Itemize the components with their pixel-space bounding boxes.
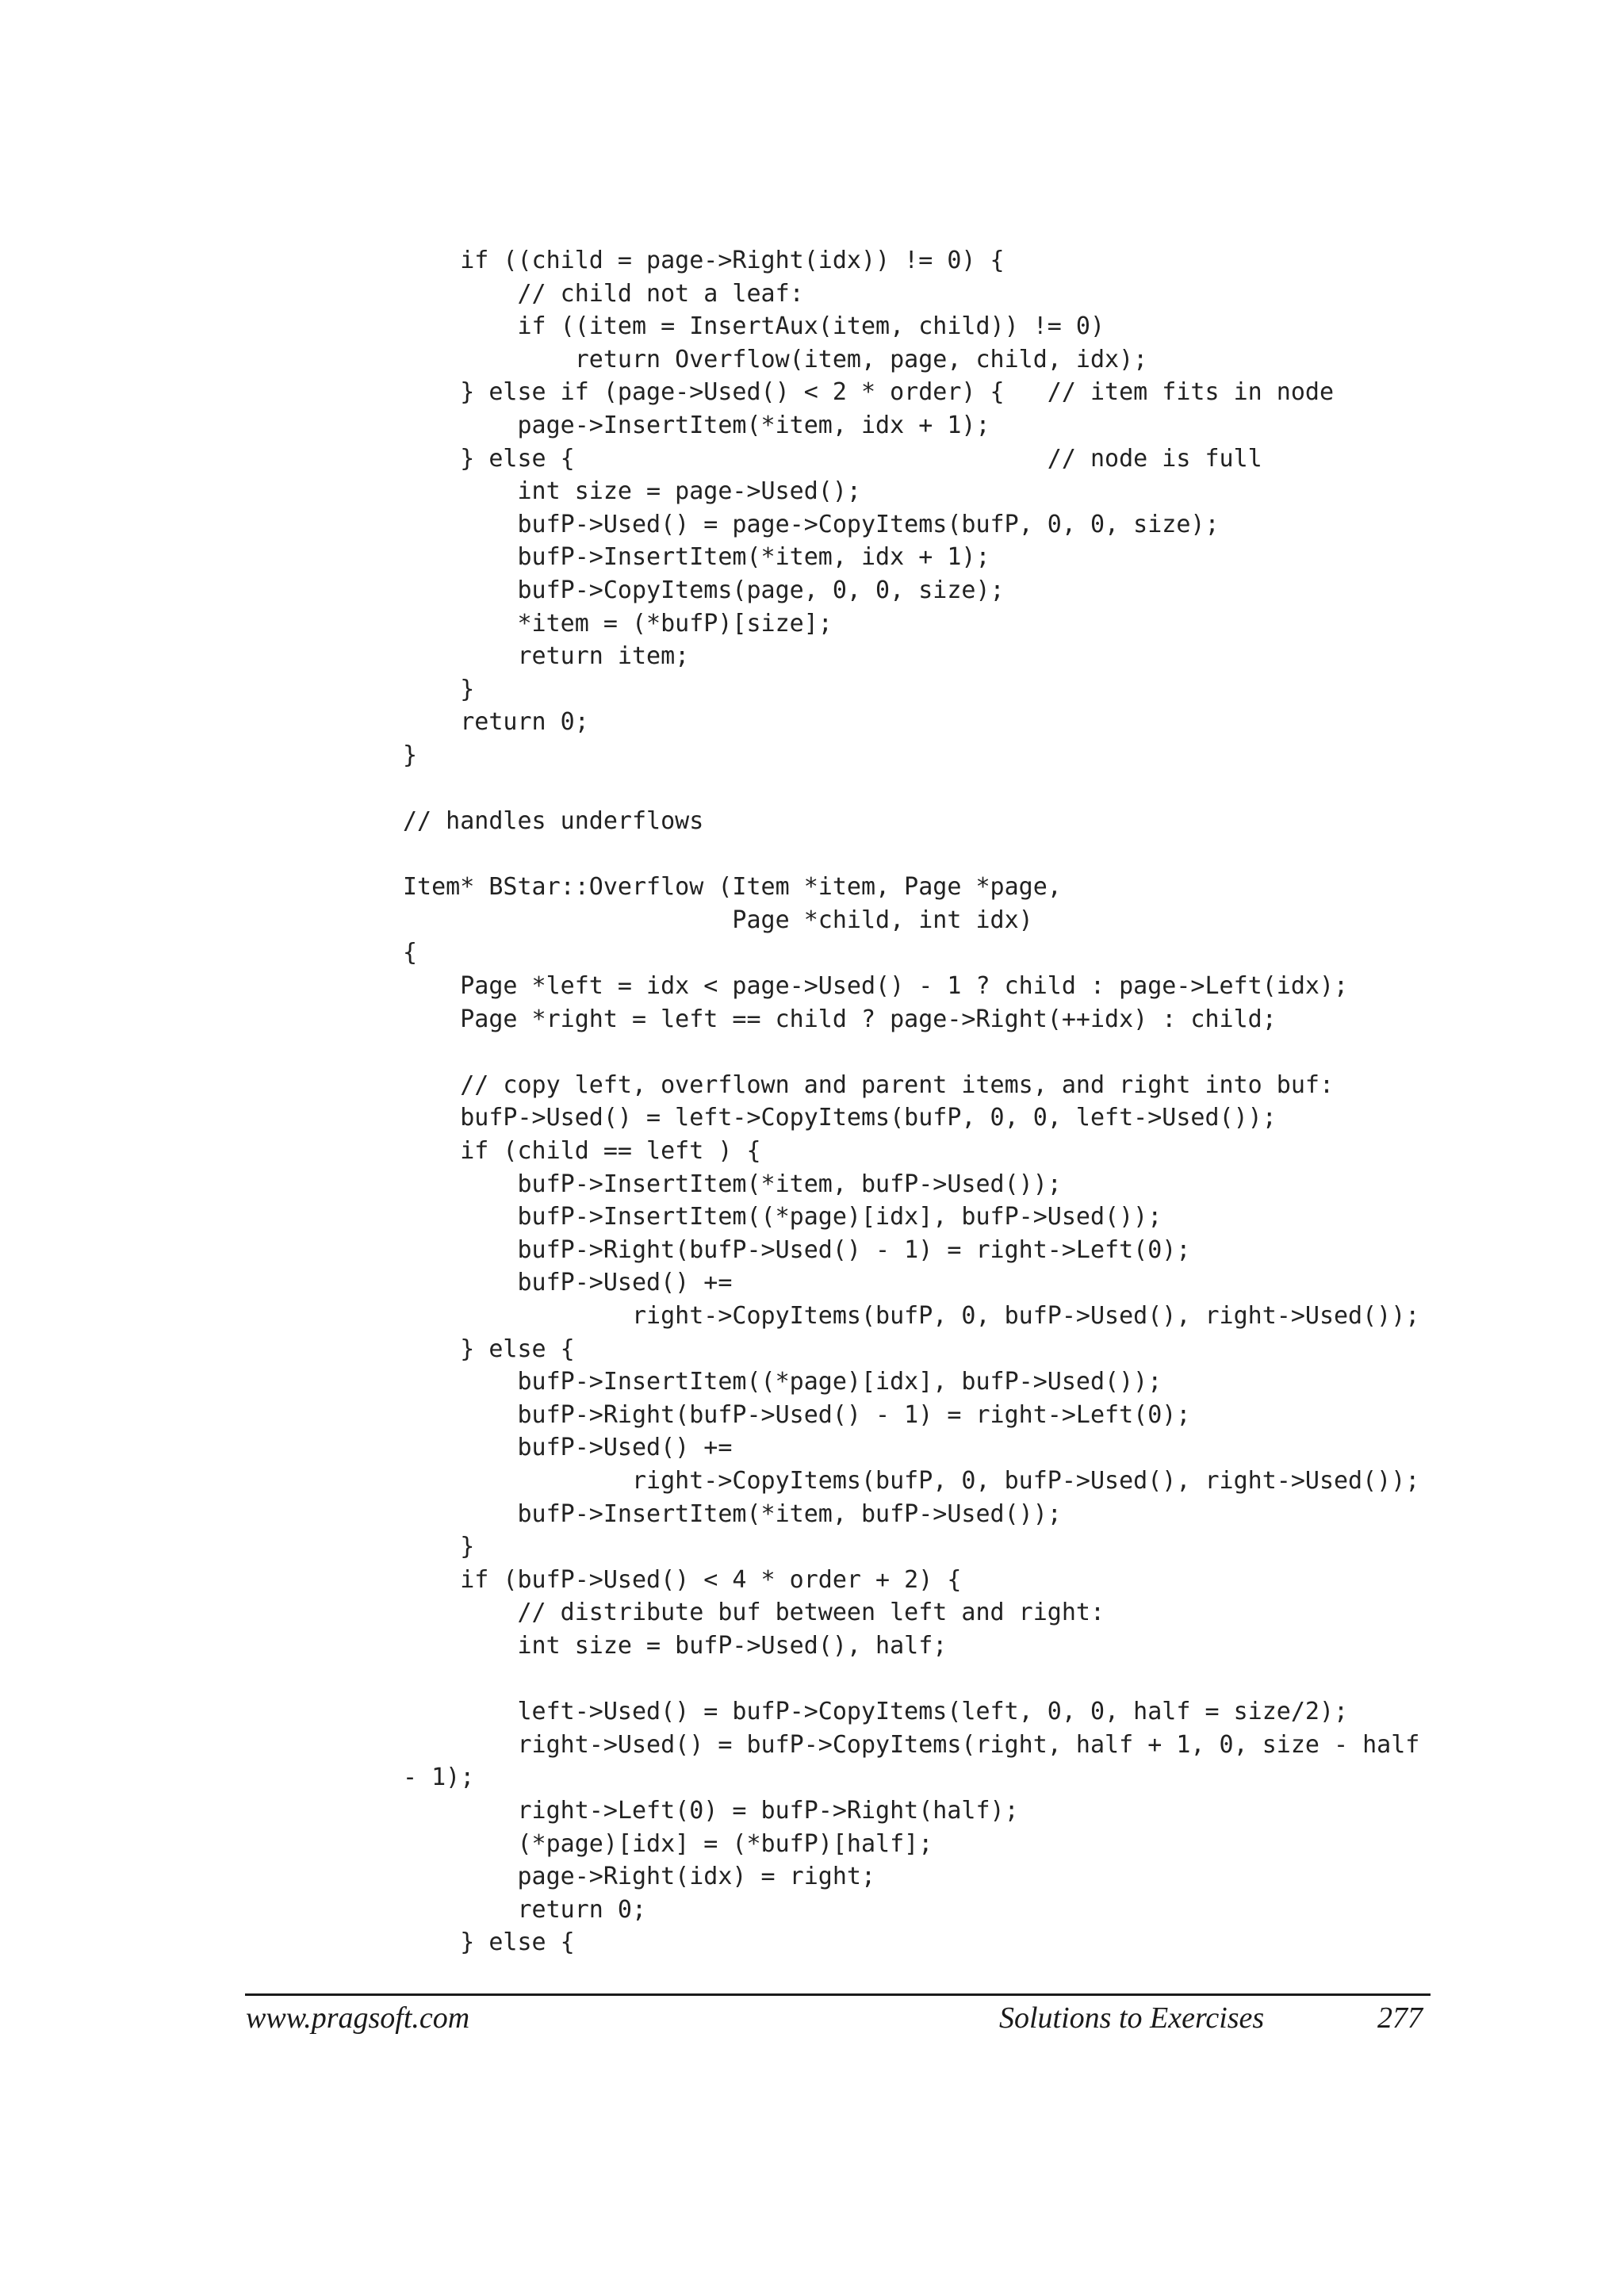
code-line: if ((item = InsertAux(item, child)) != 0): [403, 312, 1105, 341]
code-listing: [403, 244, 1419, 1959]
code-line: bufP->Right(bufP->Used() - 1) = right->Left(0);: [403, 1235, 1191, 1264]
code-line: // copy left, overflown and parent items, and right into buf:: [403, 1070, 1334, 1099]
code-line: }: [403, 1533, 475, 1561]
footer-url: www.pragsoft.com: [246, 2001, 470, 2035]
code-line: bufP->Used() +=: [403, 1269, 733, 1297]
code-line: bufP->InsertItem((*page)[idx], bufP->Used());: [403, 1368, 1162, 1396]
code-line: Item* BStar::Overflow (Item *item, Page *page,: [403, 873, 1062, 902]
code-line: Page *child, int idx): [403, 906, 1033, 934]
code-line: - 1);: [403, 1764, 475, 1792]
code-line: if (child == left ) {: [403, 1137, 761, 1166]
code-line: }: [403, 675, 475, 703]
code-line: bufP->InsertItem(*item, idx + 1);: [403, 543, 990, 572]
code-line: bufP->InsertItem((*page)[idx], bufP->Used());: [403, 1203, 1162, 1231]
code-line: int size = bufP->Used(), half;: [403, 1631, 948, 1660]
code-line: {: [403, 939, 418, 967]
code-line: // distribute buf between left and right:: [403, 1599, 1105, 1627]
code-line: page->Right(idx) = right;: [403, 1863, 876, 1891]
code-line: bufP->Used() = left->CopyItems(bufP, 0, 0, left->Used());: [403, 1104, 1277, 1132]
code-line: bufP->Used() +=: [403, 1434, 733, 1462]
code-line: right->Used() = bufP->CopyItems(right, half + 1, 0, size - half: [403, 1730, 1420, 1759]
code-line: return item;: [403, 642, 690, 671]
code-line: if (bufP->Used() < 4 * order + 2) {: [403, 1565, 962, 1594]
code-line: return Overflow(item, page, child, idx);: [403, 345, 1148, 373]
code-line: *item = (*bufP)[size];: [403, 609, 833, 638]
code-line: [403, 838, 1419, 871]
code-line: } else if (page->Used() < 2 * order) { // item fits in node: [403, 378, 1334, 407]
code-line: // child not a leaf:: [403, 279, 804, 308]
code-line: right->Left(0) = bufP->Right(half);: [403, 1796, 1019, 1825]
code-line: Page *right = left == child ? page->Right(++idx) : child;: [403, 1005, 1277, 1033]
code-line: // handles underflows: [403, 807, 704, 836]
footer-section-title: Solutions to Exercises: [999, 2001, 1265, 2035]
code-line: }: [403, 741, 418, 769]
code-line: } else {: [403, 1928, 575, 1957]
code-line: } else {: [403, 1335, 575, 1363]
code-line: [403, 1036, 1419, 1069]
code-line: (*page)[idx] = (*bufP)[half];: [403, 1829, 933, 1858]
code-line: return 0;: [403, 708, 589, 737]
code-line: [403, 1663, 1419, 1696]
code-line: return 0;: [403, 1895, 647, 1924]
code-line: bufP->InsertItem(*item, bufP->Used());: [403, 1170, 1062, 1198]
code-line: right->CopyItems(bufP, 0, bufP->Used(), right->Used());: [403, 1466, 1420, 1495]
code-line: bufP->Right(bufP->Used() - 1) = right->Left(0);: [403, 1400, 1191, 1429]
code-line: bufP->InsertItem(*item, bufP->Used());: [403, 1499, 1062, 1528]
code-line: right->CopyItems(bufP, 0, bufP->Used(), right->Used());: [403, 1302, 1420, 1330]
code-line: bufP->Used() = page->CopyItems(bufP, 0, 0, size);: [403, 510, 1220, 538]
code-line: left->Used() = bufP->CopyItems(left, 0, 0, half = size/2);: [403, 1698, 1349, 1726]
code-line: page->InsertItem(*item, idx + 1);: [403, 411, 990, 439]
page-number: 277: [1377, 2001, 1423, 2035]
code-line: Page *left = idx < page->Used() - 1 ? child : page->Left(idx);: [403, 972, 1349, 1001]
code-line: [403, 772, 1419, 806]
code-line: int size = page->Used();: [403, 477, 861, 506]
code-line: if ((child = page->Right(idx)) != 0) {: [403, 247, 1005, 274]
code-line: } else { // node is full: [403, 444, 1262, 473]
code-line: bufP->CopyItems(page, 0, 0, size);: [403, 576, 1005, 604]
footer-rule: [245, 1993, 1431, 1996]
